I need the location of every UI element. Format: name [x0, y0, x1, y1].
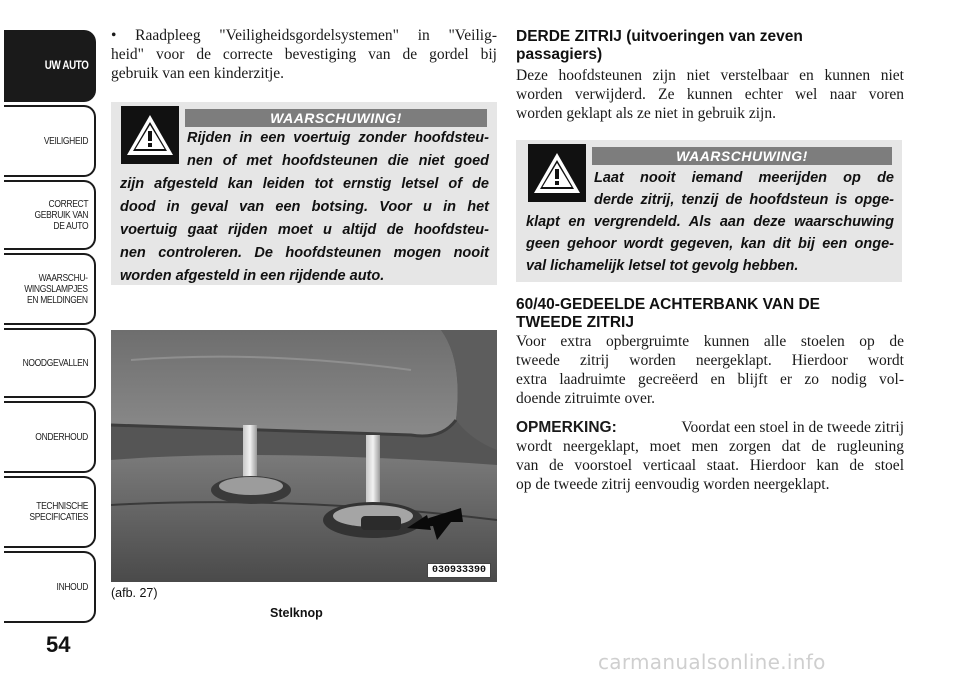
note-label: OPMERKING:	[516, 419, 617, 436]
watermark: carmanualsonline.info	[598, 650, 826, 674]
intro-line: heid" voor de correcte bevestiging van de gordel bij	[111, 46, 497, 63]
warning-line: dood in geval van een botsing. Voor u in het	[120, 199, 489, 215]
tab-onderhoud[interactable]	[4, 401, 96, 473]
tab-noodgevallen[interactable]	[4, 328, 96, 398]
tab-label: WAARSCHU- WINGSLAMPJES EN MELDINGEN	[24, 272, 88, 306]
heading-line: passagiers)	[516, 46, 603, 63]
tab-label: TECHNISCHE SPECIFICATIES	[29, 501, 88, 523]
tab-label: UW AUTO	[44, 59, 88, 72]
intro-line: gebruik van een kinderzitje.	[111, 65, 285, 82]
tab-label: CORRECT GEBRUIK VAN DE AUTO	[34, 198, 88, 232]
figure-headrest-photo	[111, 330, 497, 582]
note-line: op de tweede zitrij eenvoudig worden neergeklapt.	[516, 476, 830, 493]
warning-line: geen gehoor wordt gegeven, kan dit bij een onge-	[526, 236, 894, 252]
tab-waarschuwingslampjes[interactable]	[4, 253, 96, 325]
body-line: Deze hoofdsteunen zijn niet verstelbaar en kunnen niet	[516, 67, 904, 84]
section-heading-derde-zitrij	[516, 28, 906, 64]
warning-triangle-icon	[528, 144, 586, 202]
tab-technische-specificaties[interactable]	[4, 476, 96, 548]
warning-title: WAARSCHUWING!	[592, 147, 892, 165]
warning-line: Laat nooit iemand meerijden op de	[594, 170, 894, 186]
note-first-line	[516, 418, 904, 437]
warning-line: val lichamelijk letsel tot gevolg hebben.	[526, 258, 799, 274]
tab-label: INHOUD	[56, 581, 88, 593]
warning-line: voertuig gaat rijden moet u altijd de hoofdsteu-	[120, 222, 489, 238]
warning-line: klapt en vergrendeld. Als aan deze waarschuwing	[526, 214, 894, 230]
tab-label: NOODGEVALLEN	[22, 357, 88, 369]
warning-line: Rijden in een voertuig zonder hoofdsteu-	[187, 130, 489, 146]
warning-line: nen of met hoofdsteunen die niet goed	[187, 153, 489, 169]
figure-caption: Stelknop	[270, 606, 323, 620]
heading-line: DERDE ZITRIJ (uitvoeringen van zeven	[516, 28, 803, 45]
warning-title: WAARSCHUWING!	[185, 109, 487, 127]
heading-line: 60/40-GEDEELDE ACHTERBANK VAN DE	[516, 296, 821, 313]
intro-line: • Raadpleeg "Veiligheidsgordelsystemen" in "Veilig-	[111, 27, 497, 44]
tab-veiligheid[interactable]	[4, 105, 96, 177]
figure-reference: (afb. 27)	[111, 586, 158, 600]
body-line: tweede zitrij worden neergeklapt. Hierdoor wordt	[516, 352, 904, 369]
warning-triangle-icon	[121, 106, 179, 164]
heading-line: TWEEDE ZITRIJ	[516, 314, 634, 331]
warning-line: derde zitrij, tenzij de hoofdsteun is opge-	[594, 192, 894, 208]
body-line: Voor extra opbergruimte kunnen alle stoelen op de	[516, 333, 904, 350]
tab-label: VEILIGHEID	[43, 135, 88, 147]
warning-line: nen controleren. De hoofdsteunen mogen nooit	[120, 245, 489, 261]
figure-code: 030933390	[427, 563, 491, 578]
warning-line: worden afgesteld in een rijdende auto.	[120, 268, 385, 284]
note-line: wordt neergeklapt, moet men zorgen dat de rugleuning	[516, 438, 904, 455]
tab-correct-gebruik[interactable]	[4, 180, 96, 250]
page-number: 54	[46, 632, 71, 657]
body-line: worden geklapt als ze niet in gebruik zijn.	[516, 105, 776, 122]
warning-line: zijn afgesteld kan leiden tot ernstig letsel of de	[120, 176, 489, 192]
tab-inhoud[interactable]	[4, 551, 96, 623]
tab-label: ONDERHOUD	[35, 431, 88, 443]
body-line: worden verwijderd. Ze kunnen echter wel naar voren	[516, 86, 904, 103]
note-line: Voordat een stoel in de tweede zitrij	[681, 419, 904, 436]
body-line: doende zitruimte over.	[516, 390, 656, 407]
headrest-illustration	[111, 330, 497, 582]
tab-uw-auto[interactable]	[4, 30, 96, 102]
note-line: van de voorstoel verticaal staat. Hierdoor kan de stoel	[516, 457, 904, 474]
warning-box-headrests	[111, 102, 497, 285]
warning-box-third-row	[516, 140, 902, 282]
body-line: extra laadruimte gecreëerd en blijft er zo nodig vol-	[516, 371, 904, 388]
section-heading-achterbank	[516, 296, 906, 332]
